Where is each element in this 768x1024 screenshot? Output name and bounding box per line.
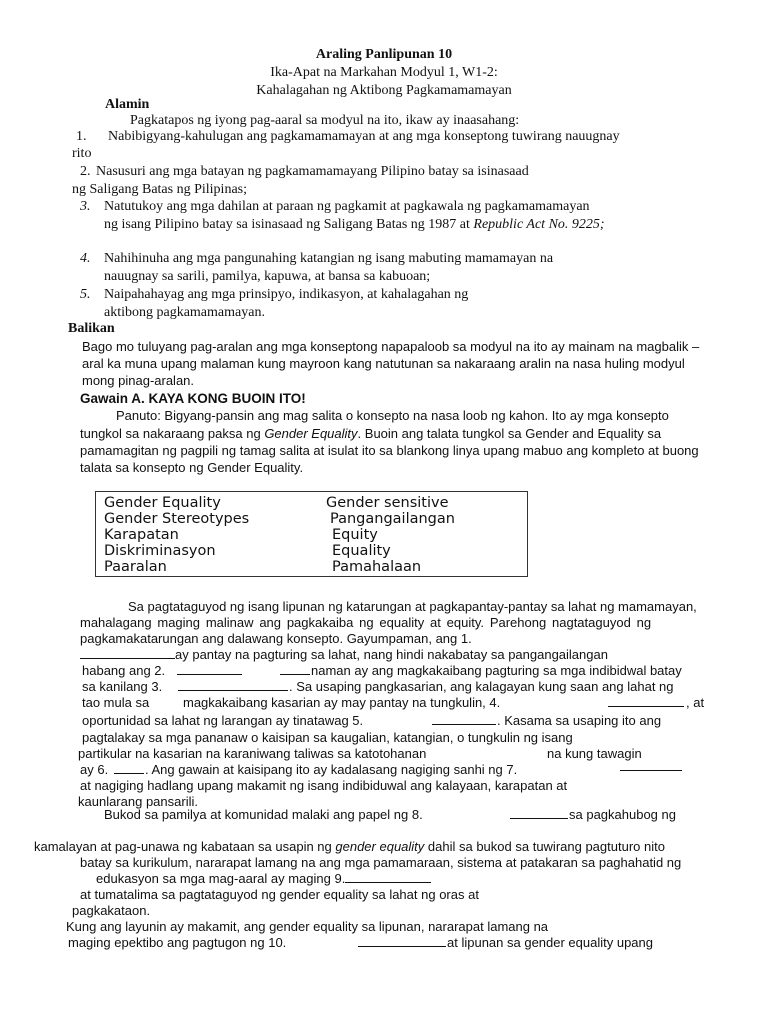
word-option: Pangangailangan — [330, 511, 455, 527]
alamin-intro: Pagkatapos ng iyong pag-aaral sa modyul na ito, ikaw ay inaasahang: — [130, 113, 520, 128]
paragraph-line: kamalayan at pag-unawa ng kabataan sa usapin ng gender equality dahil sa bukod sa tuwirang pagtuturo nito — [34, 839, 665, 854]
objective-5-number: 5. — [80, 287, 91, 302]
objective-2-text-cont: ng Saligang Batas ng Pilipinas; — [72, 182, 247, 197]
page-subtitle: Kahalagahan ng Aktibong Pagkamamamayan — [256, 83, 512, 98]
paragraph-line: na kung tawagin — [547, 746, 642, 761]
blank-10[interactable] — [358, 934, 446, 947]
gawain-heading: Gawain A. KAYA KONG BUOIN ITO! — [80, 391, 306, 406]
blank-3[interactable] — [178, 678, 288, 691]
balikan-line-3: mong pinag-aralan. — [82, 373, 195, 388]
word-option: Paaralan — [104, 559, 167, 575]
word-box — [95, 491, 528, 577]
word-option: Pamahalaan — [332, 559, 422, 575]
word-option: Diskriminasyon — [104, 543, 216, 559]
blank-7[interactable] — [620, 758, 682, 771]
word-option: Karapatan — [104, 527, 179, 543]
panuto-line-3: pamamagitan ng pagpili ng tamag salita at isulat ito sa blankong linya upang mabuo ang kompleto at buong — [80, 443, 699, 458]
objective-3-text-cont: ng isang Pilipino batay sa isinasaad ng Saligang Batas ng 1987 at Republic Act No. 9225; — [104, 217, 605, 232]
blank-6[interactable] — [114, 761, 144, 774]
balikan-line-1: Bago mo tuluyang pag-aralan ang mga konseptong napapaloob sa modyul na ito ay mainam na magbalik – — [82, 339, 700, 354]
objective-5-text: Naipahahayag ang mga prinsipyo, indikasyon, at kahalagahan ng — [104, 287, 469, 302]
paragraph-line: pagtalakay sa mga pananaw o kaisipan sa kaugalian, katangian, o tungkulin ng isang — [82, 730, 573, 745]
module-label: Ika-Apat na Markahan Modyul 1, W1-2: — [270, 65, 498, 80]
panuto-line-4: talata sa konsepto ng Gender Equality. — [80, 460, 304, 475]
objective-2-text: Nasusuri ang mga batayan ng pagkamamamayang Pilipino batay sa isinasaad — [96, 164, 529, 179]
paragraph-line: batay sa kurikulum, nararapat lamang na ang mga pamamaraan, sistema at patakaran sa paghahatid ng — [80, 855, 682, 870]
objective-1-number: 1. — [76, 129, 87, 144]
balikan-line-2: aral ka muna upang malaman kung mayroon kang natutunan sa nakaraang aralin na nasa huling modyul — [82, 356, 685, 371]
paragraph-line: Sa pagtataguyod ng isang lipunan ng katarungan at pagkapantay-pantay sa lahat ng mamamayan, — [128, 599, 697, 614]
panuto-line-2: tungkol sa nakaraang paksa ng Gender Equality. Buoin ang talata tungkol sa Gender and Equality sa — [80, 426, 662, 441]
paragraph-line: . Ang gawain at kaisipang ito ay kadalasang nagiging sanhi ng 7. — [145, 762, 518, 777]
paragraph-line: at tumatalima sa pagtataguyod ng gender equality sa lahat ng oras at — [80, 887, 479, 902]
paragraph-line: at nagiging hadlang upang makamit ng isang indibiduwal ang kalayaan, karapatan at — [80, 778, 568, 793]
paragraph-line: maging epektibo ang pagtugon ng 10. — [68, 935, 287, 950]
paragraph-line: kaunlarang pansarili. — [78, 794, 198, 809]
paragraph-line: habang ang 2. — [82, 663, 166, 678]
objective-1-text-cont: rito — [72, 146, 92, 161]
paragraph-line: pagkamakatarungan ang dalawang konsepto. Gayumpaman, ang 1. — [80, 631, 472, 646]
paragraph-line: at lipunan sa gender equality upang — [447, 935, 653, 950]
blank-9[interactable] — [345, 870, 431, 883]
objective-5-text-cont: aktibong pagkamamamayan. — [104, 305, 265, 320]
paragraph-line: , at — [686, 695, 705, 710]
paragraph-line: tao mula sa — [82, 695, 150, 710]
paragraph-line: ay pantay na pagturing sa lahat, nang hindi nakabatay sa pangangailangan — [80, 646, 608, 663]
objective-3-number: 3. — [80, 199, 91, 214]
blank-4[interactable] — [608, 694, 684, 707]
paragraph-line: edukasyon sa mga mag-aaral ay maging 9. — [96, 870, 431, 887]
word-option: Gender sensitive — [326, 495, 449, 511]
objective-4-number: 4. — [80, 251, 91, 266]
paragraph-line: naman ay ang magkakaibang pagturing sa mga indibidwal batay — [311, 663, 682, 678]
panuto-line-1: Panuto: Bigyang-pansin ang mag salita o konsepto na nasa loob ng kahon. Ito ay mga konsepto — [116, 408, 669, 423]
word-option: Gender Stereotypes — [104, 511, 250, 527]
page-title: Araling Panlipunan 10 — [315, 47, 453, 62]
paragraph-line: Kung ang layunin ay makamit, ang gender equality sa lipunan, nararapat lamang na — [66, 919, 549, 934]
paragraph-line: Bukod sa pamilya at komunidad malaki ang papel ng 8. — [104, 807, 423, 822]
paragraph-line: mahalagang maging malinaw ang pagkakaiba ng equality at equity. Parehong nagtataguyod ng — [80, 615, 652, 630]
word-option: Equity — [332, 527, 378, 543]
blank-1[interactable] — [80, 646, 175, 659]
blank-2[interactable] — [177, 662, 242, 675]
word-option: Equality — [332, 543, 391, 559]
paragraph-line: . Kasama sa usaping ito ang — [497, 713, 662, 728]
paragraph-line: . Sa usaping pangkasarian, ang kalagayan kung saan ang lahat ng — [289, 679, 674, 694]
blank-5[interactable] — [432, 712, 496, 725]
paragraph-line: partikular na kasarian na karaniwang taliwas sa katotohanan — [78, 746, 427, 761]
objective-4-text: Nahihinuha ang mga pangunahing katangian ng isang mabuting mamamayan na — [104, 251, 554, 266]
paragraph-line: ay 6. — [80, 762, 109, 777]
word-option: Gender Equality — [104, 495, 221, 511]
objective-1-text: Nabibigyang-kahulugan ang pagkamamamayan at ang mga konseptong tuwirang nauugnay — [108, 129, 620, 144]
paragraph-line: oportunidad sa lahat ng larangan ay tinatawag 5. — [82, 713, 364, 728]
objective-3-text: Natutukoy ang mga dahilan at paraan ng pagkamit at pagkawala ng pagkamamamayan — [104, 199, 590, 214]
objective-4-text-cont: nauugnay sa sarili, pamilya, kapuwa, at bansa sa kabuoan; — [104, 269, 431, 284]
alamin-heading: Alamin — [105, 97, 150, 112]
blank-2-cont[interactable] — [280, 662, 310, 675]
paragraph-line: sa pagkahubog ng — [569, 807, 676, 822]
balikan-heading: Balikan — [68, 321, 115, 336]
paragraph-line: pagkakataon. — [72, 903, 151, 918]
objective-2-number: 2. — [80, 164, 91, 179]
paragraph-line: sa kanilang 3. — [82, 679, 163, 694]
blank-8[interactable] — [510, 806, 568, 819]
paragraph-line: magkakaibang kasarian ay may pantay na tungkulin, 4. — [183, 695, 501, 710]
